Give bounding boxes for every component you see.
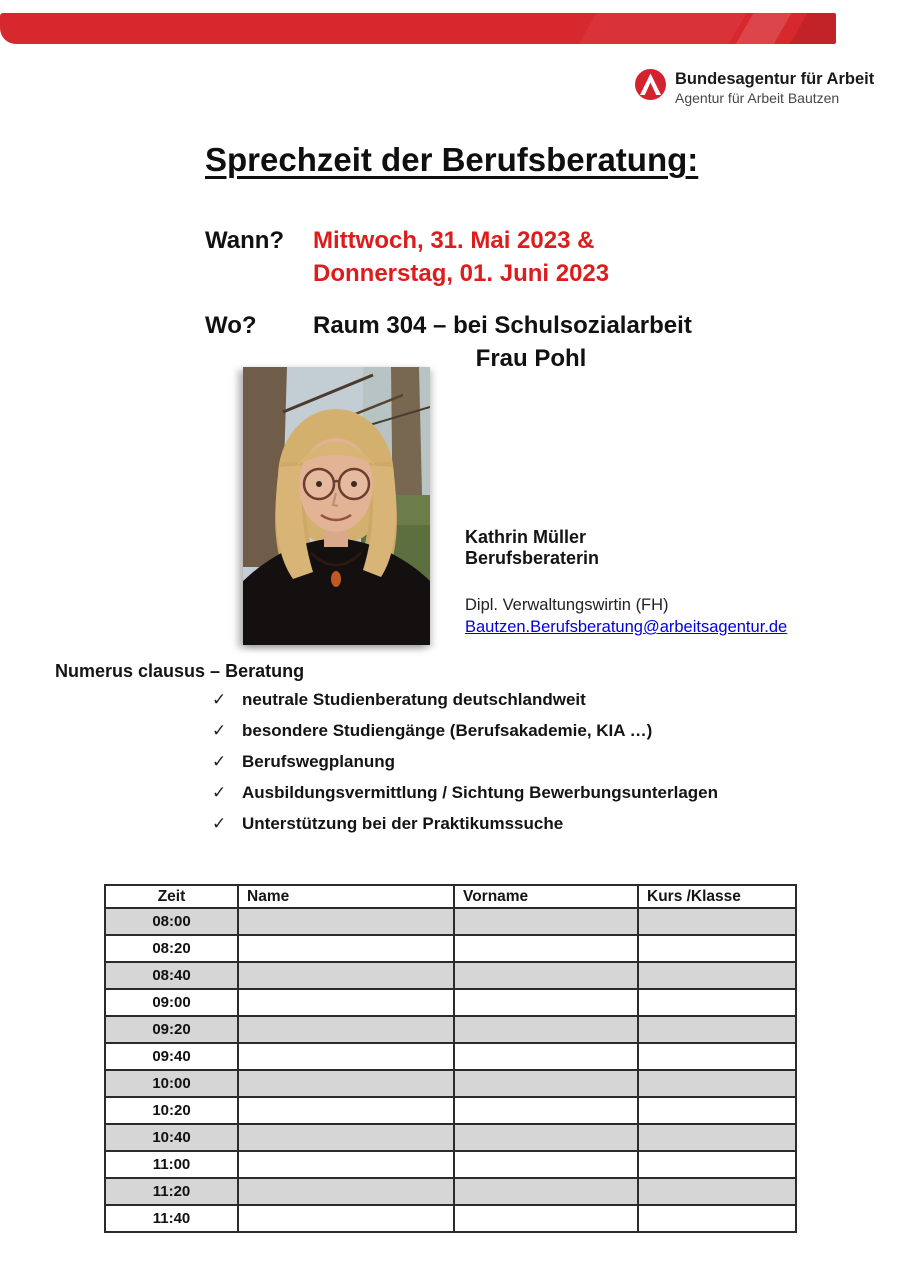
table-cell-empty: [638, 1178, 796, 1205]
table-cell-empty: [638, 1205, 796, 1232]
when-block: [205, 224, 609, 290]
table-cell-empty: [238, 908, 454, 935]
table-cell-empty: [238, 1205, 454, 1232]
service-item-label: besondere Studiengänge (Berufsakademie, KIA …): [242, 721, 653, 740]
where-line-1: Raum 304 – bei Schulsozialarbeit: [313, 312, 692, 339]
table-row: [105, 1151, 796, 1178]
service-item-label: Ausbildungsvermittlung / Sichtung Bewerbungsunterlagen: [242, 783, 719, 802]
page-title: Sprechzeit der Berufsberatung:: [205, 141, 699, 178]
table-row: [105, 935, 796, 962]
list-item: [212, 783, 718, 803]
table-row: [105, 1124, 796, 1151]
table-cell-empty: [238, 1124, 454, 1151]
time-slot: 10:00: [105, 1070, 238, 1097]
agency-logo: [635, 69, 874, 107]
table-row: [105, 1097, 796, 1124]
table-header-row: [105, 885, 796, 908]
when-date-2: Donnerstag, 01. Juni 2023: [313, 260, 610, 287]
list-item: [212, 814, 718, 834]
column-header-vorname: Vorname: [454, 885, 638, 908]
table-cell-empty: [454, 989, 638, 1016]
where-label: Wo?: [205, 312, 257, 339]
services-heading: Numerus clausus – Beratung: [55, 661, 305, 681]
when-date-1: Mittwoch, 31. Mai 2023 &: [313, 227, 595, 254]
advisor-name: Kathrin Müller: [465, 527, 587, 547]
column-header-kurs-klasse: Kurs /Klasse: [638, 885, 796, 908]
check-icon: ✓: [212, 721, 227, 740]
time-slot: 09:40: [105, 1043, 238, 1070]
table-row: [105, 1016, 796, 1043]
table-cell-empty: [638, 1124, 796, 1151]
list-item: [212, 752, 718, 772]
table-row: [105, 1043, 796, 1070]
where-block: [205, 309, 749, 375]
time-slot: 09:00: [105, 989, 238, 1016]
agency-logo-icon: [635, 69, 666, 105]
when-label: Wann?: [205, 227, 285, 254]
check-icon: ✓: [212, 783, 227, 802]
table-row: [105, 1070, 796, 1097]
table-cell-empty: [238, 1016, 454, 1043]
banner-shape: [568, 13, 753, 44]
header-red-banner: [0, 13, 836, 44]
table-cell-empty: [454, 1124, 638, 1151]
table-cell-empty: [638, 935, 796, 962]
table-cell-empty: [238, 989, 454, 1016]
time-slot: 08:40: [105, 962, 238, 989]
check-icon: ✓: [212, 752, 227, 771]
advisor-detail-block: [465, 594, 787, 638]
where-line-2: Frau Pohl: [475, 345, 587, 372]
where-location: [313, 309, 749, 375]
table-cell-empty: [638, 908, 796, 935]
list-item: [212, 721, 718, 741]
table-cell-empty: [238, 1178, 454, 1205]
table-row: [105, 1178, 796, 1205]
table-cell-empty: [638, 962, 796, 989]
signup-table: [104, 884, 797, 1233]
table-cell-empty: [454, 1205, 638, 1232]
advisor-email-link[interactable]: Bautzen.Berufsberatung@arbeitsagentur.de: [465, 618, 788, 636]
table-cell-empty: [238, 1043, 454, 1070]
table-cell-empty: [238, 1097, 454, 1124]
service-item-label: Berufswegplanung: [242, 752, 396, 771]
table-cell-empty: [638, 1151, 796, 1178]
table-row: [105, 962, 796, 989]
time-slot: 11:20: [105, 1178, 238, 1205]
table-cell-empty: [454, 1043, 638, 1070]
table-row: [105, 1205, 796, 1232]
table-cell-empty: [638, 1070, 796, 1097]
table-cell-empty: [238, 935, 454, 962]
table-cell-empty: [454, 908, 638, 935]
check-icon: ✓: [212, 814, 227, 833]
table-cell-empty: [238, 962, 454, 989]
table-cell-empty: [454, 1151, 638, 1178]
table-cell-empty: [454, 962, 638, 989]
logo-local-agency: Agentur für Arbeit Bautzen: [675, 90, 840, 106]
table-cell-empty: [454, 1070, 638, 1097]
time-slot: 11:00: [105, 1151, 238, 1178]
column-header-zeit: Zeit: [105, 885, 238, 908]
table-cell-empty: [454, 1178, 638, 1205]
table-cell-empty: [638, 1016, 796, 1043]
service-item-label: Unterstützung bei der Praktikumssuche: [242, 814, 564, 833]
advisor-qualification: Dipl. Verwaltungswirtin (FH): [465, 596, 669, 614]
logo-org-name: Bundesagentur für Arbeit: [675, 70, 875, 88]
time-slot: 08:20: [105, 935, 238, 962]
table-cell-empty: [454, 935, 638, 962]
time-slot: 10:40: [105, 1124, 238, 1151]
table-row: [105, 908, 796, 935]
time-slot: 10:20: [105, 1097, 238, 1124]
table-cell-empty: [238, 1070, 454, 1097]
service-item-label: neutrale Studienberatung deutschlandweit: [242, 690, 586, 709]
services-checklist: [212, 690, 718, 845]
time-slot: 09:20: [105, 1016, 238, 1043]
advisor-photo: [243, 367, 430, 645]
table-cell-empty: [454, 1097, 638, 1124]
table-cell-empty: [638, 1097, 796, 1124]
when-dates: [313, 224, 609, 290]
table-cell-empty: [454, 1016, 638, 1043]
table-cell-empty: [238, 1151, 454, 1178]
column-header-name: Name: [238, 885, 454, 908]
time-slot: 08:00: [105, 908, 238, 935]
list-item: [212, 690, 718, 710]
table-cell-empty: [638, 1043, 796, 1070]
check-icon: ✓: [212, 690, 227, 709]
advisor-role: Berufsberaterin: [465, 548, 600, 568]
table-row: [105, 989, 796, 1016]
advisor-name-block: [465, 527, 599, 569]
time-slot: 11:40: [105, 1205, 238, 1232]
table-cell-empty: [638, 989, 796, 1016]
